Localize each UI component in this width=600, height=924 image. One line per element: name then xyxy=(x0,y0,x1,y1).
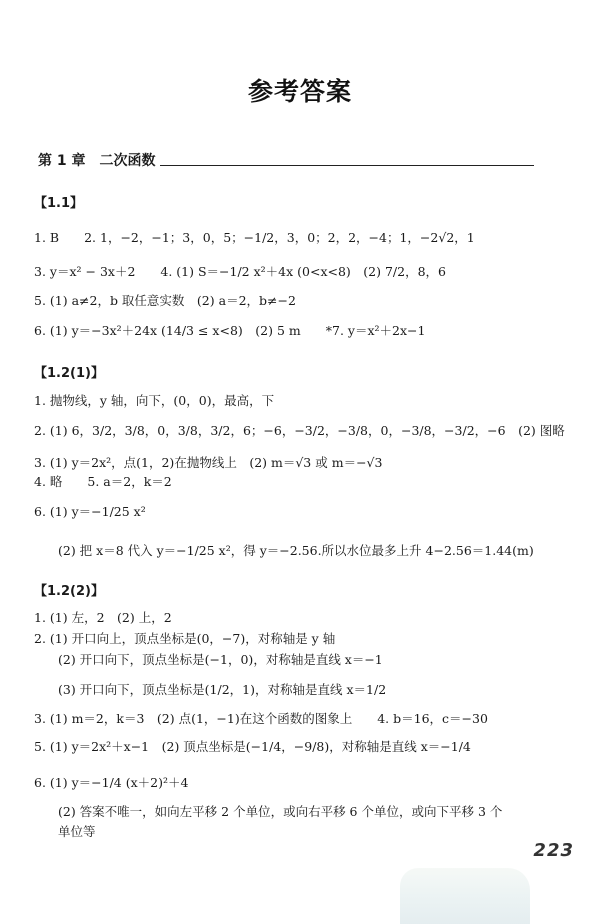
scan-artifact-decoration xyxy=(400,868,530,924)
answer-line: 6. (1) y＝−1/4 (x＋2)²＋4 xyxy=(34,775,189,790)
answer-line: 1. 抛物线，y 轴，向下，(0，0)，最高，下 xyxy=(34,393,275,408)
answer-line: (2) 开口向下，顶点坐标是(−1，0)，对称轴是直线 x＝−1 xyxy=(58,652,383,667)
chapter-heading: 第 1 章 二次函数 xyxy=(38,153,156,169)
answer-line: 3. y＝x² − 3x＋2 4. (1) S＝−1/2 x²＋4x (0<x<8) (2) 7/2，8，6 xyxy=(34,264,446,279)
answer-line: (2) 答案不唯一，如向左平移 2 个单位，或向右平移 6 个单位，或向下平移 3 个 xyxy=(58,804,503,819)
answer-line: 2. (1) 6，3/2，3/8，0，3/8，3/2，6；−6，−3/2，−3/8，0，−3/8，−3/2，−6 (2) 图略 xyxy=(34,423,565,438)
answer-line: (2) 把 x＝8 代入 y＝−1/25 x²，得 y＝−2.56.所以水位最多上升 4−2.56＝1.44(m) xyxy=(58,543,534,558)
answer-line: 6. (1) y＝−1/25 x² xyxy=(34,504,146,519)
section-heading-1-2-1: 【1.2(1)】 xyxy=(34,366,104,381)
page-title: 参考答案 xyxy=(247,77,352,106)
section-heading-1-2-2: 【1.2(2)】 xyxy=(34,584,104,599)
answer-line: 6. (1) y＝−3x²＋24x (14/3 ≤ x<8) (2) 5 m *7. y＝x²＋2x−1 xyxy=(34,323,426,338)
answer-line: 5. (1) y＝2x²＋x−1 (2) 顶点坐标是(−1/4，−9/8)，对称轴是直线 x＝−1/4 xyxy=(34,739,471,754)
chapter-rule xyxy=(160,165,534,166)
answer-line: 4. 略 5. a＝2，k＝2 xyxy=(34,474,172,489)
answer-line: 1. B 2. 1，−2，−1；3，0，5；−1/2，3，0；2，2，−4；1，−2√2，1 xyxy=(34,230,475,245)
answer-line: 5. (1) a≠2，b 取任意实数 (2) a＝2，b≠−2 xyxy=(34,293,296,308)
answer-line: 1. (1) 左，2 (2) 上，2 xyxy=(34,610,172,625)
answer-line: 单位等 xyxy=(58,824,96,839)
answer-line: 2. (1) 开口向上，顶点坐标是(0，−7)，对称轴是 y 轴 xyxy=(34,631,336,646)
answer-line: 3. (1) m＝2，k＝3 (2) 点(1，−1)在这个函数的图象上 4. b＝16，c＝−30 xyxy=(34,711,488,726)
page-number: 223 xyxy=(533,840,574,861)
section-heading-1-1: 【1.1】 xyxy=(34,196,84,211)
answer-line: 3. (1) y＝2x²，点(1，2)在抛物线上 (2) m＝√3 或 m＝−√3 xyxy=(34,455,383,470)
answer-line: (3) 开口向下，顶点坐标是(1/2，1)，对称轴是直线 x＝1/2 xyxy=(58,682,387,697)
